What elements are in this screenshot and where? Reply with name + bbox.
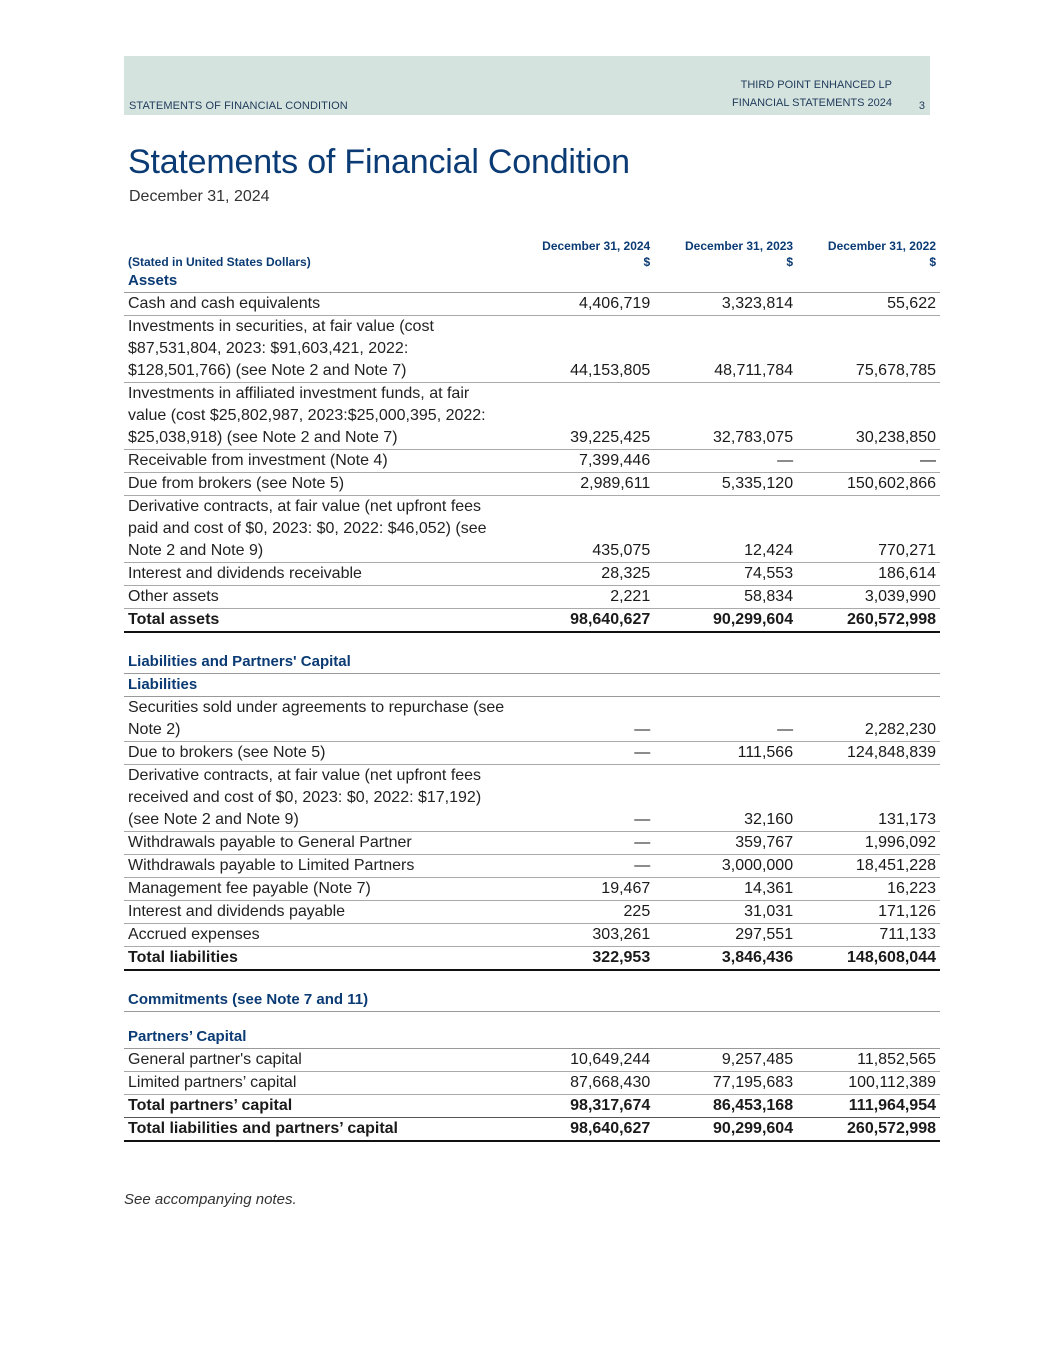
- row-value: 359,767: [654, 832, 797, 855]
- row-value: 11,852,565: [797, 1049, 940, 1072]
- table-row: [124, 293, 940, 316]
- row-value: 3,846,436: [654, 947, 797, 971]
- total-assets-row: [124, 609, 940, 633]
- row-value: 31,031: [654, 901, 797, 924]
- row-value: 4,406,719: [511, 293, 654, 316]
- table-row: [124, 383, 940, 450]
- page-header: [124, 56, 930, 115]
- row-label: Withdrawals payable to General Partner: [124, 832, 511, 855]
- total-liabilities-and-capital-row: [124, 1118, 940, 1142]
- row-value: 124,848,839: [797, 742, 940, 765]
- row-value: 87,668,430: [511, 1072, 654, 1095]
- table-row: [124, 878, 940, 901]
- row-value: 9,257,485: [654, 1049, 797, 1072]
- section-heading: Assets: [124, 270, 940, 293]
- row-value: 150,602,866: [797, 473, 940, 496]
- row-value: 5,335,120: [654, 473, 797, 496]
- row-value: 148,608,044: [797, 947, 940, 971]
- row-value: 90,299,604: [654, 609, 797, 633]
- row-label: Investments in securities, at fair value (cost $87,531,804, 2023: $91,603,421, 2022: $128,501,766) (see Note 2 and Note 7): [124, 316, 511, 383]
- header-company: THIRD POINT ENHANCED LP: [740, 79, 892, 91]
- row-value: —: [511, 697, 654, 742]
- row-value: —: [511, 742, 654, 765]
- row-value: 260,572,998: [797, 1118, 940, 1142]
- section-partners-capital: [124, 1026, 940, 1049]
- row-value: 186,614: [797, 563, 940, 586]
- total-partners-capital-row: [124, 1095, 940, 1118]
- stated-in-label: (Stated in United States Dollars): [128, 255, 311, 269]
- spacer: [124, 632, 940, 651]
- row-label: General partner's capital: [124, 1049, 511, 1072]
- section-liabilities-and-capital: [124, 651, 940, 674]
- row-value: 77,195,683: [654, 1072, 797, 1095]
- footnote: See accompanying notes.: [124, 1191, 297, 1208]
- table-row: [124, 496, 940, 563]
- table-row: [124, 1072, 940, 1095]
- row-value: 171,126: [797, 901, 940, 924]
- row-label: Total liabilities and partners’ capital: [124, 1118, 511, 1142]
- column-date: December 31, 2024: [542, 239, 651, 253]
- section-heading: Liabilities: [124, 674, 940, 697]
- column-date: December 31, 2022: [827, 239, 936, 253]
- column-header-2023: [654, 238, 797, 270]
- row-value: 711,133: [797, 924, 940, 947]
- table-header-row: [124, 238, 940, 270]
- column-header-2024: [511, 238, 654, 270]
- financial-condition-table: [124, 238, 940, 1142]
- row-value: 98,317,674: [511, 1095, 654, 1118]
- row-value: 3,000,000: [654, 855, 797, 878]
- row-value: —: [654, 697, 797, 742]
- row-value: 3,039,990: [797, 586, 940, 609]
- row-value: 28,325: [511, 563, 654, 586]
- row-value: —: [511, 855, 654, 878]
- row-value: 19,467: [511, 878, 654, 901]
- row-value: 32,783,075: [654, 383, 797, 450]
- row-value: 16,223: [797, 878, 940, 901]
- row-value: 770,271: [797, 496, 940, 563]
- table-row: [124, 742, 940, 765]
- total-liabilities-row: [124, 947, 940, 971]
- spacer: [124, 1012, 940, 1027]
- page-title: Statements of Financial Condition: [128, 143, 630, 181]
- row-value: 297,551: [654, 924, 797, 947]
- header-document: FINANCIAL STATEMENTS 2024: [732, 97, 892, 109]
- row-value: —: [654, 450, 797, 473]
- row-value: 74,553: [654, 563, 797, 586]
- table-row: [124, 450, 940, 473]
- row-label: Limited partners’ capital: [124, 1072, 511, 1095]
- page-subtitle: December 31, 2024: [129, 188, 270, 205]
- section-heading: Partners’ Capital: [124, 1026, 940, 1049]
- row-label: Interest and dividends payable: [124, 901, 511, 924]
- table-row: [124, 563, 940, 586]
- row-label: Total liabilities: [124, 947, 511, 971]
- row-value: 2,989,611: [511, 473, 654, 496]
- row-value: 55,622: [797, 293, 940, 316]
- table-row: [124, 765, 940, 832]
- row-value: 44,153,805: [511, 316, 654, 383]
- column-header-2022: [797, 238, 940, 270]
- row-label: Derivative contracts, at fair value (net upfront fees received and cost of $0, 2023: $0, 2022: $17,192) (see Note 2 and Note 9): [124, 765, 511, 832]
- column-unit: $: [643, 255, 651, 269]
- header-section-label: STATEMENTS OF FINANCIAL CONDITION: [129, 100, 348, 112]
- table-row: [124, 901, 940, 924]
- row-value: 322,953: [511, 947, 654, 971]
- row-value: 30,238,850: [797, 383, 940, 450]
- row-value: 18,451,228: [797, 855, 940, 878]
- row-value: 435,075: [511, 496, 654, 563]
- row-label: Management fee payable (Note 7): [124, 878, 511, 901]
- row-label: Withdrawals payable to Limited Partners: [124, 855, 511, 878]
- row-value: 260,572,998: [797, 609, 940, 633]
- column-unit: $: [929, 255, 936, 269]
- row-value: 225: [511, 901, 654, 924]
- row-value: 14,361: [654, 878, 797, 901]
- row-label: Receivable from investment (Note 4): [124, 450, 511, 473]
- section-assets: [124, 270, 940, 293]
- row-label: Total partners’ capital: [124, 1095, 511, 1118]
- row-value: 111,566: [654, 742, 797, 765]
- row-value: 39,225,425: [511, 383, 654, 450]
- row-value: 86,453,168: [654, 1095, 797, 1118]
- section-heading: Liabilities and Partners' Capital: [124, 651, 940, 674]
- row-value: 1,996,092: [797, 832, 940, 855]
- row-value: 32,160: [654, 765, 797, 832]
- row-label: Investments in affiliated investment funds, at fair value (cost $25,802,987, 2023:$25,000,395, 2022: $25,038,918) (see Note 2 and Note 7): [124, 383, 511, 450]
- row-value: 100,112,389: [797, 1072, 940, 1095]
- table-row: [124, 832, 940, 855]
- column-unit: $: [786, 255, 794, 269]
- table-row: [124, 924, 940, 947]
- row-value: 75,678,785: [797, 316, 940, 383]
- row-value: 10,649,244: [511, 1049, 654, 1072]
- row-value: 303,261: [511, 924, 654, 947]
- row-label: Accrued expenses: [124, 924, 511, 947]
- row-label: Cash and cash equivalents: [124, 293, 511, 316]
- row-value: 3,323,814: [654, 293, 797, 316]
- row-value: —: [511, 765, 654, 832]
- section-heading: Commitments (see Note 7 and 11): [124, 989, 940, 1012]
- row-label: Interest and dividends receivable: [124, 563, 511, 586]
- row-value: 111,964,954: [797, 1095, 940, 1118]
- table-row: [124, 855, 940, 878]
- row-value: 90,299,604: [654, 1118, 797, 1142]
- table-row: [124, 473, 940, 496]
- row-value: 2,282,230: [797, 697, 940, 742]
- row-value: 48,711,784: [654, 316, 797, 383]
- table-row: [124, 1049, 940, 1072]
- row-label: Due to brokers (see Note 5): [124, 742, 511, 765]
- row-value: 98,640,627: [511, 609, 654, 633]
- table-row: [124, 697, 940, 742]
- row-value: 58,834: [654, 586, 797, 609]
- row-value: 2,221: [511, 586, 654, 609]
- row-value: —: [511, 832, 654, 855]
- section-liabilities: [124, 674, 940, 697]
- page-number: 3: [918, 100, 925, 112]
- row-label: Securities sold under agreements to repurchase (see Note 2): [124, 697, 511, 742]
- row-label: Total assets: [124, 609, 511, 633]
- row-value: 12,424: [654, 496, 797, 563]
- section-commitments: [124, 989, 940, 1012]
- row-value: 7,399,446: [511, 450, 654, 473]
- row-label: Due from brokers (see Note 5): [124, 473, 511, 496]
- row-value: 131,173: [797, 765, 940, 832]
- table-row: [124, 316, 940, 383]
- row-value: 98,640,627: [511, 1118, 654, 1142]
- spacer: [124, 970, 940, 989]
- header-document-info: [732, 76, 892, 112]
- row-label: Derivative contracts, at fair value (net upfront fees paid and cost of $0, 2023: $0, 2022: $46,052) (see Note 2 and Note 9): [124, 496, 511, 563]
- column-date: December 31, 2023: [685, 239, 794, 253]
- row-value: —: [797, 450, 940, 473]
- table-row: [124, 586, 940, 609]
- row-label: Other assets: [124, 586, 511, 609]
